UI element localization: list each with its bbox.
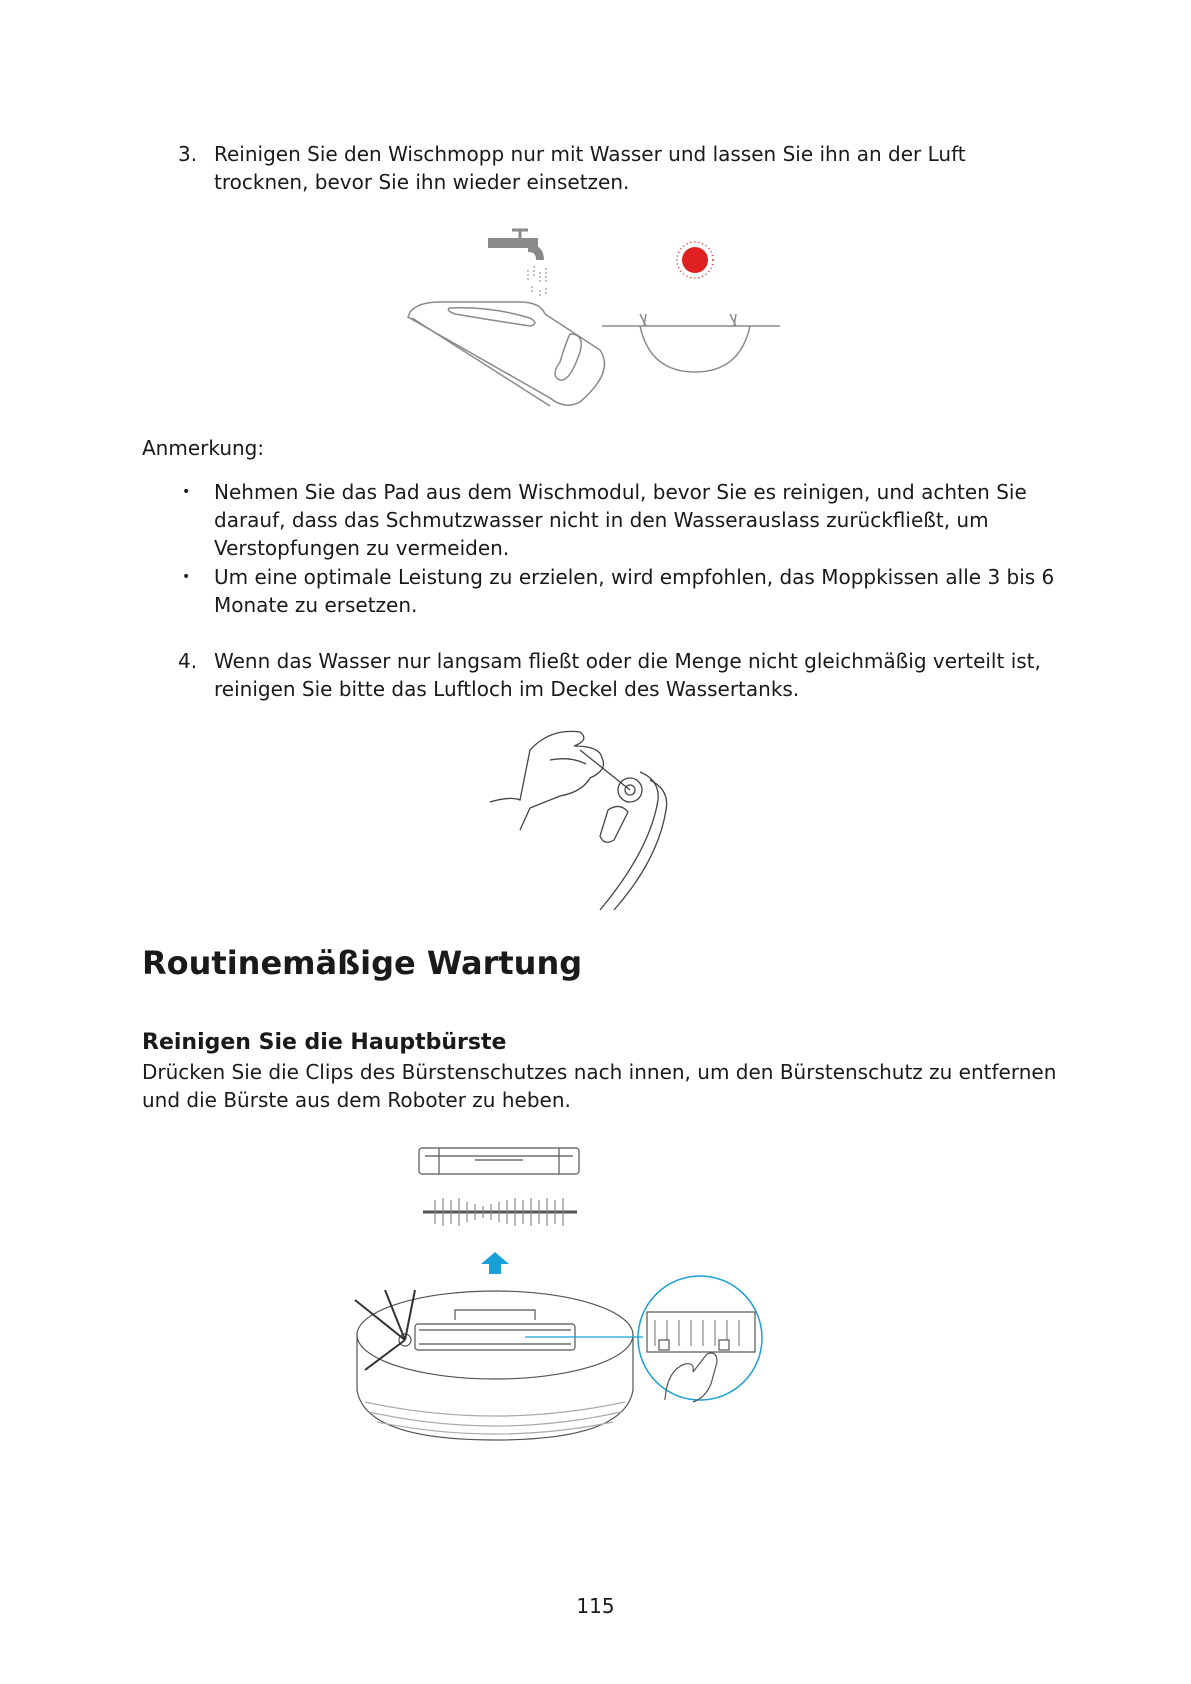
section-title: Routinemäßige Wartung (142, 944, 583, 982)
section-body-line-1: Drücken Sie die Clips des Bürstenschutzes nach innen, um den Bürstenschutz zu entfernen (142, 1060, 1057, 1084)
note-item-1-line-2: darauf, dass das Schmutzwasser nicht in den Wasserauslass zurückfließt, um (214, 508, 989, 532)
page-number: 115 (576, 1594, 615, 1618)
section-subtitle: Reinigen Sie die Hauptbürste (142, 1030, 507, 1055)
step-4-line-2: reinigen Sie bitte das Luftloch im Deckel des Wassertanks. (214, 677, 800, 701)
note-label: Anmerkung: (142, 436, 265, 460)
mop-washing-illustration (400, 222, 800, 412)
note-item-1-line-1: Nehmen Sie das Pad aus dem Wischmodul, bevor Sie es reinigen, und achten Sie (214, 480, 1027, 504)
step-4-line-1: Wenn das Wasser nur langsam fließt oder die Menge nicht gleichmäßig verteilt ist, (214, 649, 1041, 673)
note-item-2-line-1: Um eine optimale Leistung zu erzielen, wird empfohlen, das Moppkissen alle 3 bis 6 (214, 565, 1055, 589)
step-3-line-1: Reinigen Sie den Wischmopp nur mit Wasser und lassen Sie ihn an der Luft (214, 142, 966, 166)
note-item-1-line-3: Verstopfungen zu vermeiden. (214, 536, 510, 560)
step-4-number: 4. (178, 649, 198, 673)
air-hole-cleaning-illustration (490, 710, 710, 910)
main-brush-removal-illustration (355, 1140, 815, 1450)
section-body-line-2: und die Bürste aus dem Roboter zu heben. (142, 1088, 571, 1112)
step-3-number: 3. (178, 142, 198, 166)
note-bullet-1: • (182, 484, 191, 500)
note-item-2-line-2: Monate zu ersetzen. (214, 593, 418, 617)
step-3-line-2: trocknen, bevor Sie ihn wieder einsetzen. (214, 170, 630, 194)
note-bullet-2: • (182, 569, 191, 585)
